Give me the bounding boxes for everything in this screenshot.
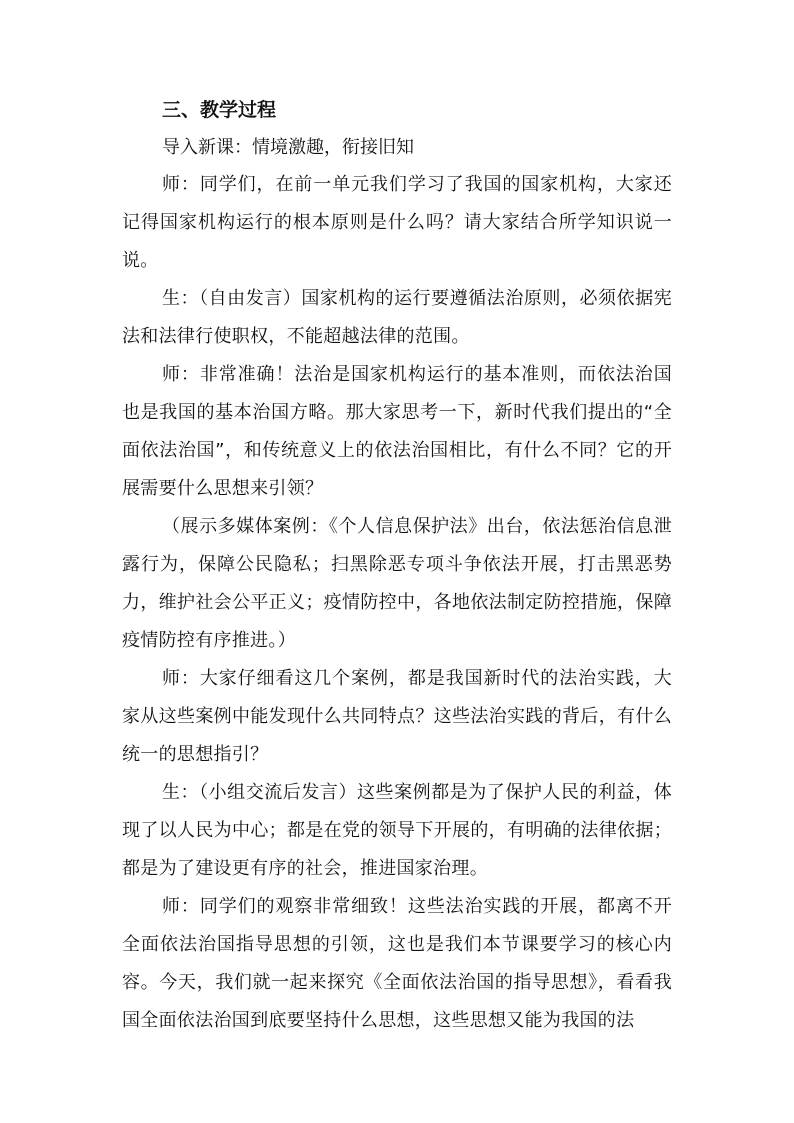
paragraph-teacher-3: 师：大家仔细看这几个案例，都是我国新时代的法治实践，大家从这些案例中能发现什么共同特点？这些法治实践的背后，有什么统一的思想指引？	[122, 668, 672, 765]
intro-label: 导入新课：情境激趣，衔接旧知	[162, 137, 414, 158]
paragraph-case-display: （展示多媒体案例：《个人信息保护法》出台，依法惩治信息泄露行为，保障公民隐私；扫黑除恶专项斗争依法开展，打击黑恶势力，维护社会公平正义；疫情防控中，各地依法制定防控措施，保障疫情防控有序推进。）	[122, 516, 672, 651]
paragraph-student-1: 生：（自由发言）国家机构的运行要遵循法治原则，必须依据宪法和法律行使职权，不能超越法律的范围。	[122, 288, 672, 347]
paragraph-student-2: 生：（小组交流后发言）这些案例都是为了保护人民的利益，体现了以人民为中心；都是在党的领导下开展的，有明确的法律依据；都是为了建设更有序的社会，推进国家治理。	[122, 782, 672, 879]
paragraph-teacher-2: 师：非常准确！法治是国家机构运行的基本准则，而依法治国也是我国的基本治国方略。那大家思考一下，新时代我们提出的“全面依法治国”，和传统意义上的依法治国相比，有什么不同？它的开展需要什么思想来引领？	[122, 364, 672, 499]
section-title: 三、教学过程	[162, 99, 277, 121]
body-text	[122, 166, 672, 1040]
paragraph-teacher-4: 师：同学们的观察非常细致！这些法治实践的开展，都离不开全面依法治国指导思想的引领，这也是我们本节课要学习的核心内容。今天，我们就一起来探究《全面依法治国的指导思想》，看看我国全面依法治国到底要坚持什么思想，这些思想又能为我国的法	[122, 896, 672, 1031]
paragraph-teacher-1: 师：同学们，在前一单元我们学习了我国的国家机构，大家还记得国家机构运行的根本原则是什么吗？请大家结合所学知识说一说。	[122, 174, 672, 271]
